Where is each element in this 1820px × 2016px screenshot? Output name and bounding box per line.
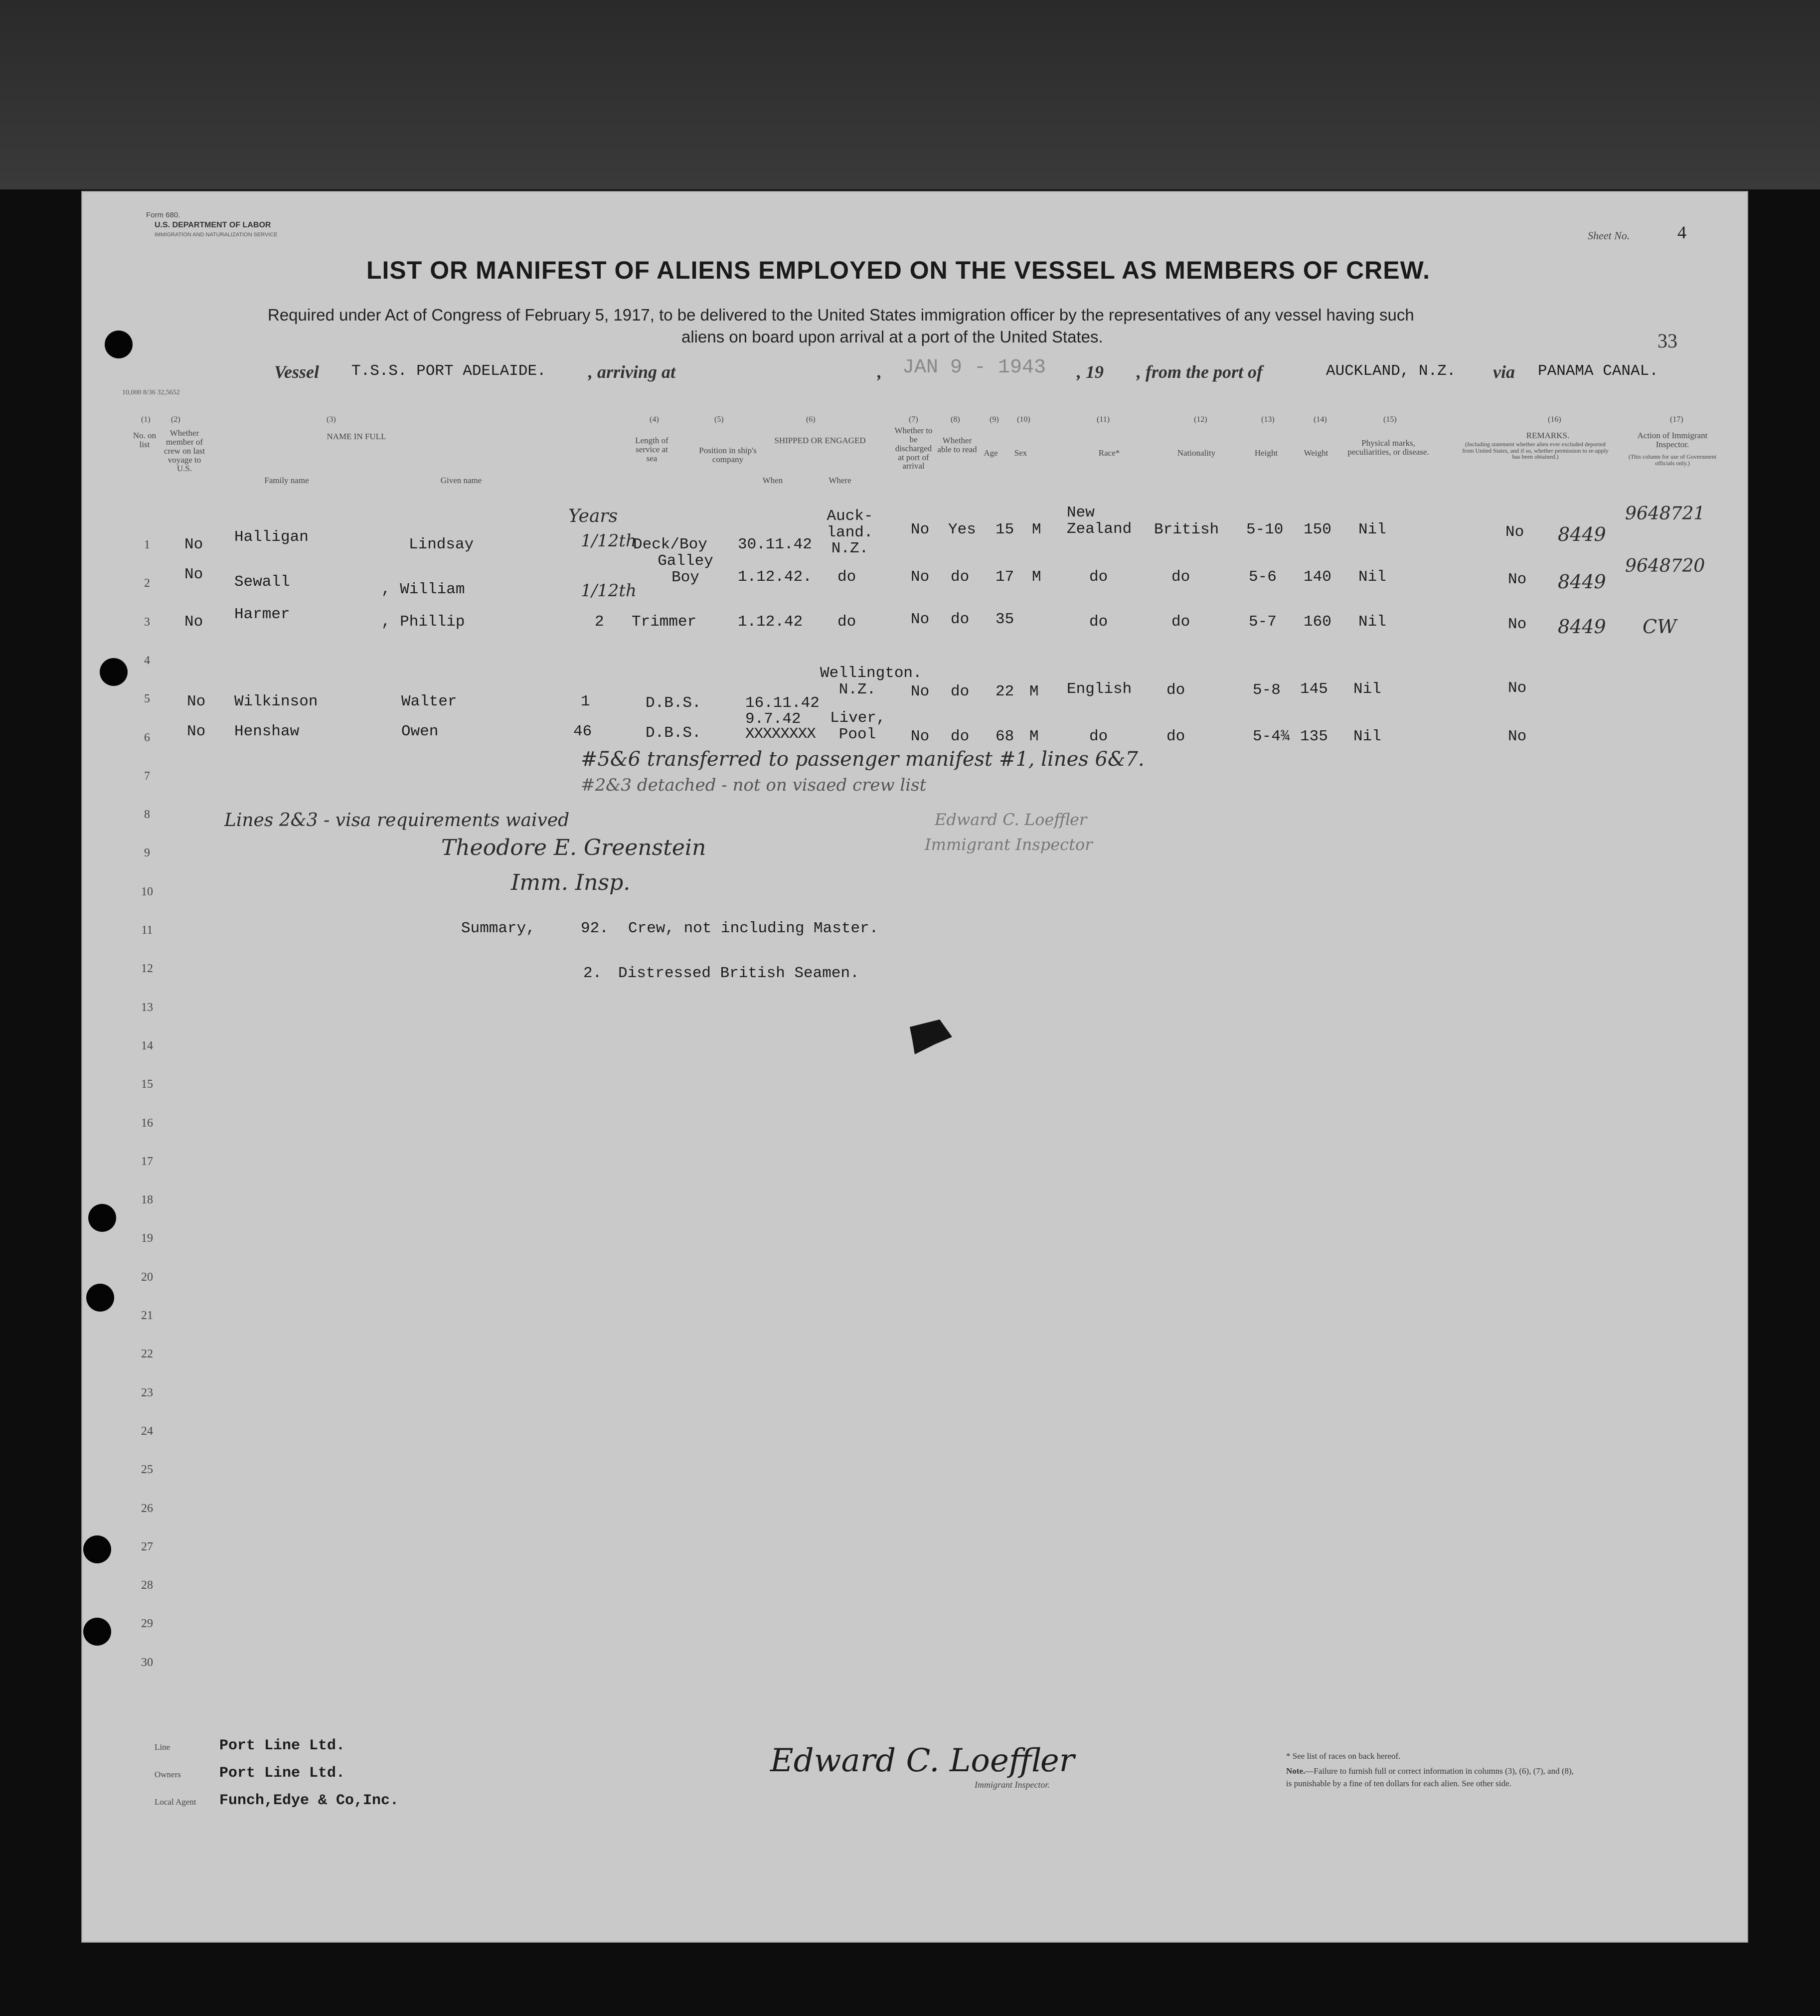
- summary-crew-text: Crew, not including Master.: [628, 920, 879, 937]
- row6-service: 46: [573, 723, 592, 740]
- row5-height: 5-8: [1253, 681, 1281, 699]
- subtitle-line-1: Required under Act of Congress of February 5, 1917, to be delivered to the United States immigration officer by the representatives of any vessel having such: [268, 306, 1414, 324]
- header-family-name: Family name: [264, 476, 309, 485]
- row5-weight: 145: [1300, 680, 1328, 698]
- summary-dbs-count: 2.: [583, 965, 602, 982]
- row5-given-name: Walter: [401, 693, 457, 710]
- row1-marks: Nil: [1358, 521, 1386, 538]
- row-number: 27: [141, 1540, 153, 1553]
- row5-nationality: do: [1166, 681, 1185, 699]
- row6-height: 5-4¾: [1253, 728, 1290, 745]
- row5-marks: Nil: [1353, 680, 1381, 698]
- row6-family-name: Henshaw: [234, 723, 300, 740]
- row1-given-name: Lindsay: [409, 536, 474, 553]
- header-inspector-note: (This column for use of Government officials only.): [1628, 453, 1717, 467]
- row6-discharged: No: [911, 728, 930, 745]
- header-weight: Weight: [1304, 448, 1328, 458]
- row-number: 28: [141, 1579, 153, 1592]
- row2-weight: 140: [1304, 568, 1331, 586]
- column-number: (6): [806, 415, 816, 424]
- year-label: , 19: [1077, 362, 1104, 382]
- row2-service: 1/12th: [581, 581, 637, 601]
- summary-label: Summary,: [461, 920, 535, 937]
- row-number: 18: [141, 1193, 153, 1207]
- row-number: 1: [144, 538, 150, 551]
- row2-family-name: Sewall: [234, 573, 290, 591]
- row1-weight: 150: [1304, 521, 1331, 538]
- subtitle-line-2: aliens on board upon arrival at a port of the United States.: [681, 328, 1103, 346]
- row-number: 25: [141, 1463, 153, 1477]
- footer-agent-label: Local Agent: [155, 1797, 196, 1807]
- row1-race: New Zealand: [1067, 504, 1132, 538]
- header-where: Where: [828, 476, 851, 485]
- header-shipped-or-engaged: SHIPPED OR ENGAGED: [774, 436, 866, 445]
- row3-height: 5-7: [1249, 613, 1277, 631]
- column-number: (17): [1670, 415, 1683, 424]
- footer-line-value: Port Line Ltd.: [219, 1737, 345, 1754]
- row3-action-note: CW: [1643, 616, 1677, 638]
- row5-able-to-read: do: [951, 683, 970, 700]
- row2-where: do: [837, 568, 856, 586]
- row-number: 19: [141, 1232, 153, 1245]
- sheet-number: 4: [1677, 222, 1686, 242]
- row6-previous: No: [187, 723, 206, 740]
- column-number: (16): [1548, 415, 1561, 424]
- ink-blot: [905, 1017, 960, 1057]
- row3-family-name: Harmer: [234, 606, 290, 623]
- row5-remarks: No: [1508, 679, 1527, 697]
- header-discharged: Whether to be discharged at port of arrival: [894, 426, 933, 471]
- row6-struck-entry: XXXXXXXX: [745, 725, 816, 743]
- row1-remarks: No: [1505, 523, 1524, 541]
- row1-height: 5-10: [1246, 521, 1284, 538]
- row2-discharged: No: [911, 568, 930, 586]
- row-number: 26: [141, 1502, 153, 1515]
- row1-where: Auck- land. N.Z.: [827, 507, 873, 558]
- sheet-label: Sheet No.: [1588, 229, 1630, 242]
- row-number: 3: [144, 615, 150, 629]
- header-remarks: REMARKS.: [1526, 431, 1570, 440]
- print-code: 10,000 8/36 32,5652: [122, 389, 180, 396]
- row2-nationality: do: [1171, 568, 1190, 586]
- row-number: 17: [141, 1155, 153, 1168]
- row6-age: 68: [995, 728, 1014, 745]
- footer-agent-value: Funch,Edye & Co,Inc.: [219, 1792, 399, 1809]
- row5-previous: No: [187, 693, 206, 710]
- via-label: via: [1493, 362, 1515, 382]
- summary-crew-count: 92.: [581, 920, 609, 937]
- row6-sex: M: [1029, 728, 1039, 745]
- faint-title: Immigrant Inspector: [925, 835, 1093, 854]
- header-nationality: Nationality: [1177, 448, 1216, 458]
- punch-hole: [105, 331, 133, 358]
- row1-nationality: British: [1154, 521, 1219, 538]
- vessel-name: T.S.S. PORT ADELAIDE.: [351, 362, 546, 380]
- note-label: Note.: [1286, 1766, 1306, 1776]
- row5-position: D.B.S.: [646, 694, 701, 712]
- column-number: (1): [141, 415, 151, 424]
- via-route: PANAMA CANAL.: [1538, 362, 1658, 380]
- department-name: U.S. DEPARTMENT OF LABOR: [155, 221, 271, 229]
- scan-background: [0, 0, 1820, 189]
- header-inspector-action: Action of Immigrant Inspector.: [1637, 431, 1708, 449]
- row-number: 7: [144, 769, 150, 783]
- column-number: (2): [171, 415, 180, 424]
- row3-discharged: No: [911, 611, 930, 628]
- punch-hole: [83, 1618, 111, 1646]
- visa-note: Lines 2&3 - visa requirements waived: [224, 810, 570, 831]
- header-given-name: Given name: [440, 476, 482, 485]
- row6-nationality: do: [1166, 728, 1185, 745]
- column-number: (12): [1194, 415, 1207, 424]
- row5-where: Wellington. N.Z.: [820, 665, 922, 698]
- from-port-label: , from the port of: [1137, 362, 1263, 382]
- page-title: LIST OR MANIFEST OF ALIENS EMPLOYED ON THE VESSEL AS MEMBERS OF CREW.: [366, 256, 1430, 284]
- faint-signature: Edward C. Loeffler: [935, 810, 1087, 829]
- fine-note-line-1: [1286, 1766, 1574, 1776]
- column-number: (7): [909, 415, 918, 424]
- row3-remarks: No: [1508, 616, 1527, 633]
- column-number: (9): [990, 415, 999, 424]
- row5-race: English: [1067, 680, 1132, 698]
- row5-sex: M: [1029, 683, 1039, 700]
- row1-age: 15: [995, 521, 1014, 538]
- row2-given-name: , William: [381, 581, 465, 598]
- column-number: (5): [714, 415, 724, 424]
- row-number: 21: [141, 1309, 153, 1322]
- row6-race: do: [1089, 728, 1108, 745]
- punch-hole: [88, 1204, 116, 1232]
- detached-note: #2&3 detached - not on visaed crew list: [581, 775, 927, 795]
- row-number: 15: [141, 1078, 153, 1091]
- row-number: 29: [141, 1617, 153, 1631]
- row1-position: Deck/Boy: [633, 536, 707, 553]
- row-number: 13: [141, 1001, 153, 1014]
- row-number: 9: [144, 846, 150, 860]
- header-height: Height: [1254, 448, 1278, 458]
- row-number: 23: [141, 1386, 153, 1399]
- footer-owners-label: Owners: [155, 1770, 181, 1779]
- footer-owners-value: Port Line Ltd.: [219, 1765, 345, 1782]
- row3-weight: 160: [1304, 613, 1331, 631]
- row5-family-name: Wilkinson: [234, 693, 318, 710]
- row-number: 22: [141, 1347, 153, 1361]
- column-number: (14): [1314, 415, 1327, 424]
- row3-age: 35: [995, 611, 1014, 628]
- row2-action-code: 8449: [1558, 571, 1606, 593]
- row1-when: 30.11.42: [738, 536, 812, 553]
- punch-hole: [100, 658, 128, 686]
- row-number: 2: [144, 577, 150, 590]
- column-number: (8): [951, 415, 960, 424]
- inspector-caption: Immigrant Inspector.: [975, 1780, 1050, 1790]
- summary-dbs-text: Distressed British Seamen.: [618, 965, 859, 982]
- row-number: 10: [141, 885, 153, 898]
- punch-hole: [83, 1535, 111, 1563]
- header-no-on-list: No. on list: [133, 431, 157, 449]
- row6-weight: 135: [1300, 728, 1328, 745]
- row-number: 6: [144, 731, 150, 744]
- row3-action-code: 8449: [1558, 616, 1606, 638]
- row-number: 11: [141, 924, 153, 937]
- arrival-date-stamp: JAN 9 - 1943: [902, 356, 1046, 379]
- note-text-1: —Failure to furnish full or correct information in columns (3), (6), (7), and (8),: [1305, 1766, 1574, 1776]
- row3-race: do: [1089, 613, 1108, 631]
- header-physical-marks: Physical marks, peculiarities, or disease.: [1347, 438, 1429, 457]
- column-number: (10): [1017, 415, 1030, 424]
- header-length-of-service: Length of service at sea: [635, 436, 668, 463]
- fine-note-line-2: is punishable by a fine of ten dollars for each alien. See other side.: [1286, 1779, 1511, 1788]
- row-number: 30: [141, 1656, 153, 1669]
- column-number: (11): [1097, 415, 1110, 424]
- header-when: When: [762, 476, 783, 485]
- inspector-signature: Theodore E. Greenstein: [441, 835, 706, 860]
- row3-service: 2: [595, 613, 604, 631]
- row1-able-to-read: Yes: [948, 521, 976, 538]
- header-name-in-full: NAME IN FULL: [327, 432, 386, 441]
- row-number: 14: [141, 1039, 153, 1052]
- header-sex: Sex: [1014, 448, 1027, 458]
- row2-remarks: No: [1508, 571, 1527, 588]
- row6-when: 9.7.42: [745, 710, 801, 728]
- row-number: 8: [144, 808, 150, 822]
- row2-action-number: 9648720: [1625, 556, 1705, 576]
- row6-given-name: Owen: [401, 723, 439, 740]
- from-port: AUCKLAND, N.Z.: [1326, 362, 1456, 380]
- form-number: Form 680.: [146, 211, 180, 219]
- header-able-to-read: Whether able to read: [937, 436, 977, 454]
- row2-position: Galley Boy: [658, 552, 713, 586]
- row5-service: 1: [581, 693, 590, 710]
- row2-sex: M: [1032, 568, 1041, 586]
- row2-when: 1.12.42.: [738, 568, 812, 586]
- row3-position: Trimmer: [632, 613, 697, 631]
- row2-able-to-read: do: [951, 568, 970, 586]
- row2-age: 17: [995, 568, 1014, 586]
- arriving-label: , arriving at: [588, 362, 676, 382]
- row2-marks: Nil: [1358, 568, 1386, 586]
- row6-remarks: No: [1508, 728, 1527, 745]
- years-note: Years: [568, 506, 618, 526]
- row5-discharged: No: [911, 683, 930, 700]
- column-number: (4): [650, 415, 659, 424]
- inspector-signature-footer: Edward C. Loeffler: [770, 1742, 1075, 1779]
- row2-race: do: [1089, 568, 1108, 586]
- races-footnote: * See list of races on back hereof.: [1286, 1751, 1401, 1761]
- row2-height: 5-6: [1249, 568, 1277, 586]
- row3-where: do: [837, 613, 856, 631]
- row-number: 20: [141, 1270, 153, 1284]
- row-number: 16: [141, 1116, 153, 1130]
- row1-previous: No: [184, 536, 203, 553]
- vessel-label: Vessel: [274, 362, 319, 382]
- header-race: Race*: [1098, 448, 1120, 458]
- row1-discharged: No: [911, 521, 930, 538]
- header-position: Position in ship's company: [699, 446, 757, 464]
- row6-position: D.B.S.: [646, 724, 701, 742]
- row3-marks: Nil: [1358, 613, 1386, 631]
- service-name: IMMIGRATION AND NATURALIZATION SERVICE: [155, 232, 278, 238]
- row2-previous: No: [184, 566, 203, 583]
- row3-given-name: , Phillip: [381, 613, 465, 631]
- arriving-comma: ,: [877, 362, 882, 382]
- column-number: (15): [1383, 415, 1397, 424]
- row1-service: 1/12th: [581, 531, 637, 551]
- header-remarks-note: (Including statement whether alien ever excluded deported from United States, and if so, whether permission to re-apply has been obtained.): [1462, 441, 1609, 461]
- row-number: 5: [144, 692, 150, 706]
- row3-nationality: do: [1171, 613, 1190, 631]
- header-previous-voyage: Whether member of crew on last voyage to U.S.: [164, 428, 205, 474]
- row1-sex: M: [1032, 521, 1041, 538]
- transfer-note: #5&6 transferred to passenger manifest #1, lines 6&7.: [581, 748, 1145, 771]
- row3-able-to-read: do: [951, 611, 970, 628]
- column-number: (13): [1261, 415, 1275, 424]
- row1-action-number: 9648721: [1625, 504, 1705, 524]
- row-number: 4: [144, 654, 150, 667]
- row3-previous: No: [184, 613, 203, 631]
- footer-line-label: Line: [155, 1742, 170, 1752]
- manifest-sheet: [82, 192, 1747, 1942]
- column-number: (3): [327, 415, 336, 424]
- row1-family-name: Halligan: [234, 528, 309, 546]
- inspector-title: Imm. Insp.: [511, 870, 631, 895]
- row3-when: 1.12.42: [738, 613, 803, 631]
- row1-action-code: 8449: [1558, 523, 1606, 545]
- row-number: 12: [141, 962, 153, 976]
- row6-where: Liver, Pool: [830, 709, 886, 743]
- row-number: 24: [141, 1424, 153, 1438]
- header-age: Age: [984, 448, 998, 458]
- row5-when: 16.11.42: [745, 694, 820, 712]
- punch-hole: [86, 1284, 114, 1312]
- row5-age: 22: [995, 683, 1014, 700]
- page-number: 33: [1657, 330, 1677, 352]
- row6-marks: Nil: [1353, 728, 1381, 745]
- row6-able-to-read: do: [951, 728, 970, 745]
